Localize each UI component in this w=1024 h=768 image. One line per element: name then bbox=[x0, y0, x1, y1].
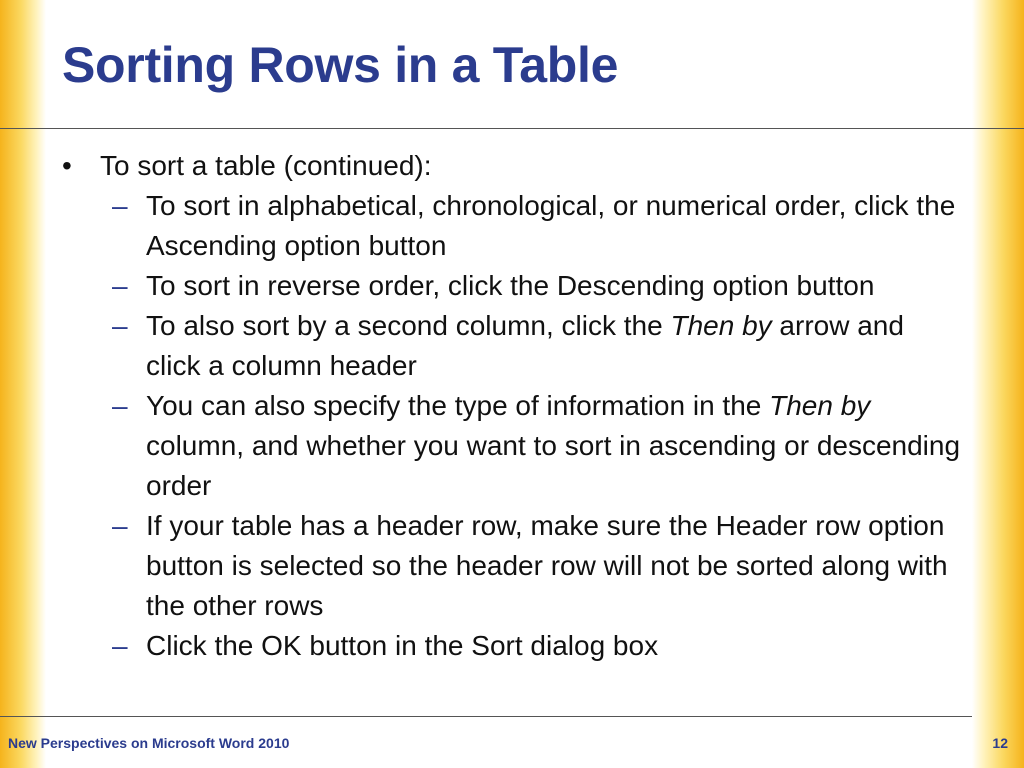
text-run: To also sort by a second column, click the bbox=[146, 310, 671, 341]
left-accent-stripe bbox=[0, 0, 46, 768]
text-run: If your table has a header row, make sure the Header row option button is selected so the header row will not be sorted along with the other rows bbox=[146, 510, 948, 621]
text-run: arrow and click a column header bbox=[146, 310, 904, 381]
dash-marker: – bbox=[112, 190, 128, 221]
dash-marker: – bbox=[112, 270, 128, 301]
italic-text-run: Then by bbox=[769, 390, 871, 421]
title-divider bbox=[0, 128, 1024, 129]
text-run: You can also specify the type of information in the bbox=[146, 390, 770, 421]
dash-marker: – bbox=[112, 390, 128, 421]
italic-text-run: Then by bbox=[670, 310, 772, 341]
main-bullet-text: To sort a table (continued): bbox=[100, 150, 432, 181]
bullet-marker: • bbox=[62, 150, 72, 181]
dash-marker: – bbox=[112, 510, 128, 541]
text-run: To sort in reverse order, click the Descending option button bbox=[146, 270, 875, 301]
dash-marker: – bbox=[112, 630, 128, 661]
sub-bullet-item bbox=[62, 386, 962, 506]
sub-bullet-item bbox=[62, 266, 962, 306]
sub-bullet-list bbox=[62, 186, 962, 666]
dash-marker: – bbox=[112, 310, 128, 341]
sub-bullet-item bbox=[62, 186, 962, 266]
page-number: 12 bbox=[992, 735, 1008, 751]
sub-bullet-item bbox=[62, 626, 962, 666]
sub-bullet-item bbox=[62, 306, 962, 386]
footer-title: New Perspectives on Microsoft Word 2010 bbox=[8, 735, 290, 751]
text-run: Click the OK button in the Sort dialog box bbox=[146, 630, 659, 661]
text-run: column, and whether you want to sort in ascending or descending order bbox=[146, 430, 961, 501]
main-bullet bbox=[62, 146, 962, 186]
right-accent-stripe bbox=[972, 0, 1024, 768]
sub-bullet-item bbox=[62, 506, 962, 626]
slide-content bbox=[62, 146, 962, 666]
text-run: To sort in alphabetical, chronological, or numerical order, click the Ascending option button bbox=[146, 190, 956, 261]
slide-title: Sorting Rows in a Table bbox=[62, 37, 619, 93]
footer-divider bbox=[0, 716, 972, 717]
